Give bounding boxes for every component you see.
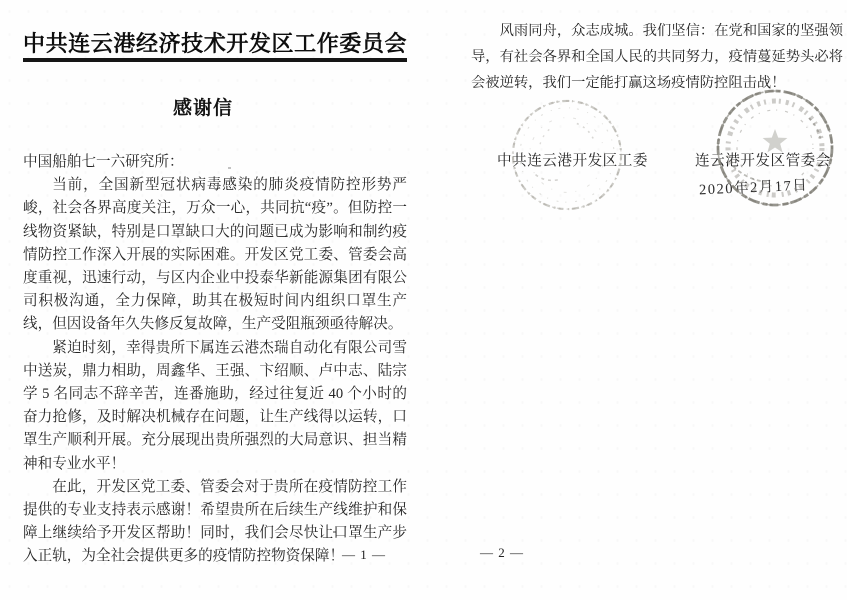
body-paragraph-3: 在此，开发区党工委、管委会对于贵所在疫情防控工作提供的专业支持表示感谢！希望贵所在后续生产线维护和保障上继续给予开发区帮助！同时，我们会尽快让口罩生产步入正轨，为全社会提供更多的疫情防控物资保障！ [23,478,407,565]
letter-title: 感谢信 [172,98,233,119]
letterhead: 中共连云港经济技术开发区工作委员会 [23,31,407,56]
signature-date: 2020年2月17日 [698,177,809,199]
letterhead-divider [23,58,407,62]
scan-noise [333,531,336,533]
letter-body [23,151,407,569]
closing-paragraph: 风雨同舟，众志成城。我们坚信：在党和国家的坚强领导，有社会各界和全国人民的共同努力，疫情蔓延势头必将会被逆转，我们一定能打赢这场疫情防控阻击战！ [471,23,843,91]
page-number-1: — 1 — [342,547,386,562]
body-paragraph-1: 当前，全国新型冠状病毒感染的肺炎疫情防控形势严峻，社会各界高度关注，万众一心，共同抗“疫”。但防控一线物资紧缺，特别是口罩缺口大的问题已成为影响和制约疫情防控工作深入开展的实际困难。开发区党工委、管委会高度重视，迅速行动，与区内企业中投泰华新能源集团有限公司积极沟通，全力保障，助其在极短时间内组织口罩生产线，但因设备年久失修反复故障，生产受阻瓶颈亟待解决。 [23,177,407,333]
signature-left: 中共连云港开发区工委 [497,153,648,169]
signature-right: 连云港开发区管委会 [695,153,831,169]
letter-page-2 [471,18,843,578]
body-paragraph-2: 紧迫时刻，幸得贵所下属连云港杰瑞自动化有限公司雪中送炭，鼎力相助，周鑫华、王强、卞绍顺、卢中志、陆宗学 5 名同志不辞辛苦，连番施助，经过往复近 40 个小时的奋力抢修，及时解决机械存在问题，让生产线得以运转，口罩生产顺利开展。充分展现出贵所强烈的大局意识、担当精神和专业水平！ [23,339,407,472]
salutation: 中国船舶七一六研究所： [23,154,184,170]
letter-page-1 [23,27,407,567]
page-number-2: — 2 — [480,545,524,560]
